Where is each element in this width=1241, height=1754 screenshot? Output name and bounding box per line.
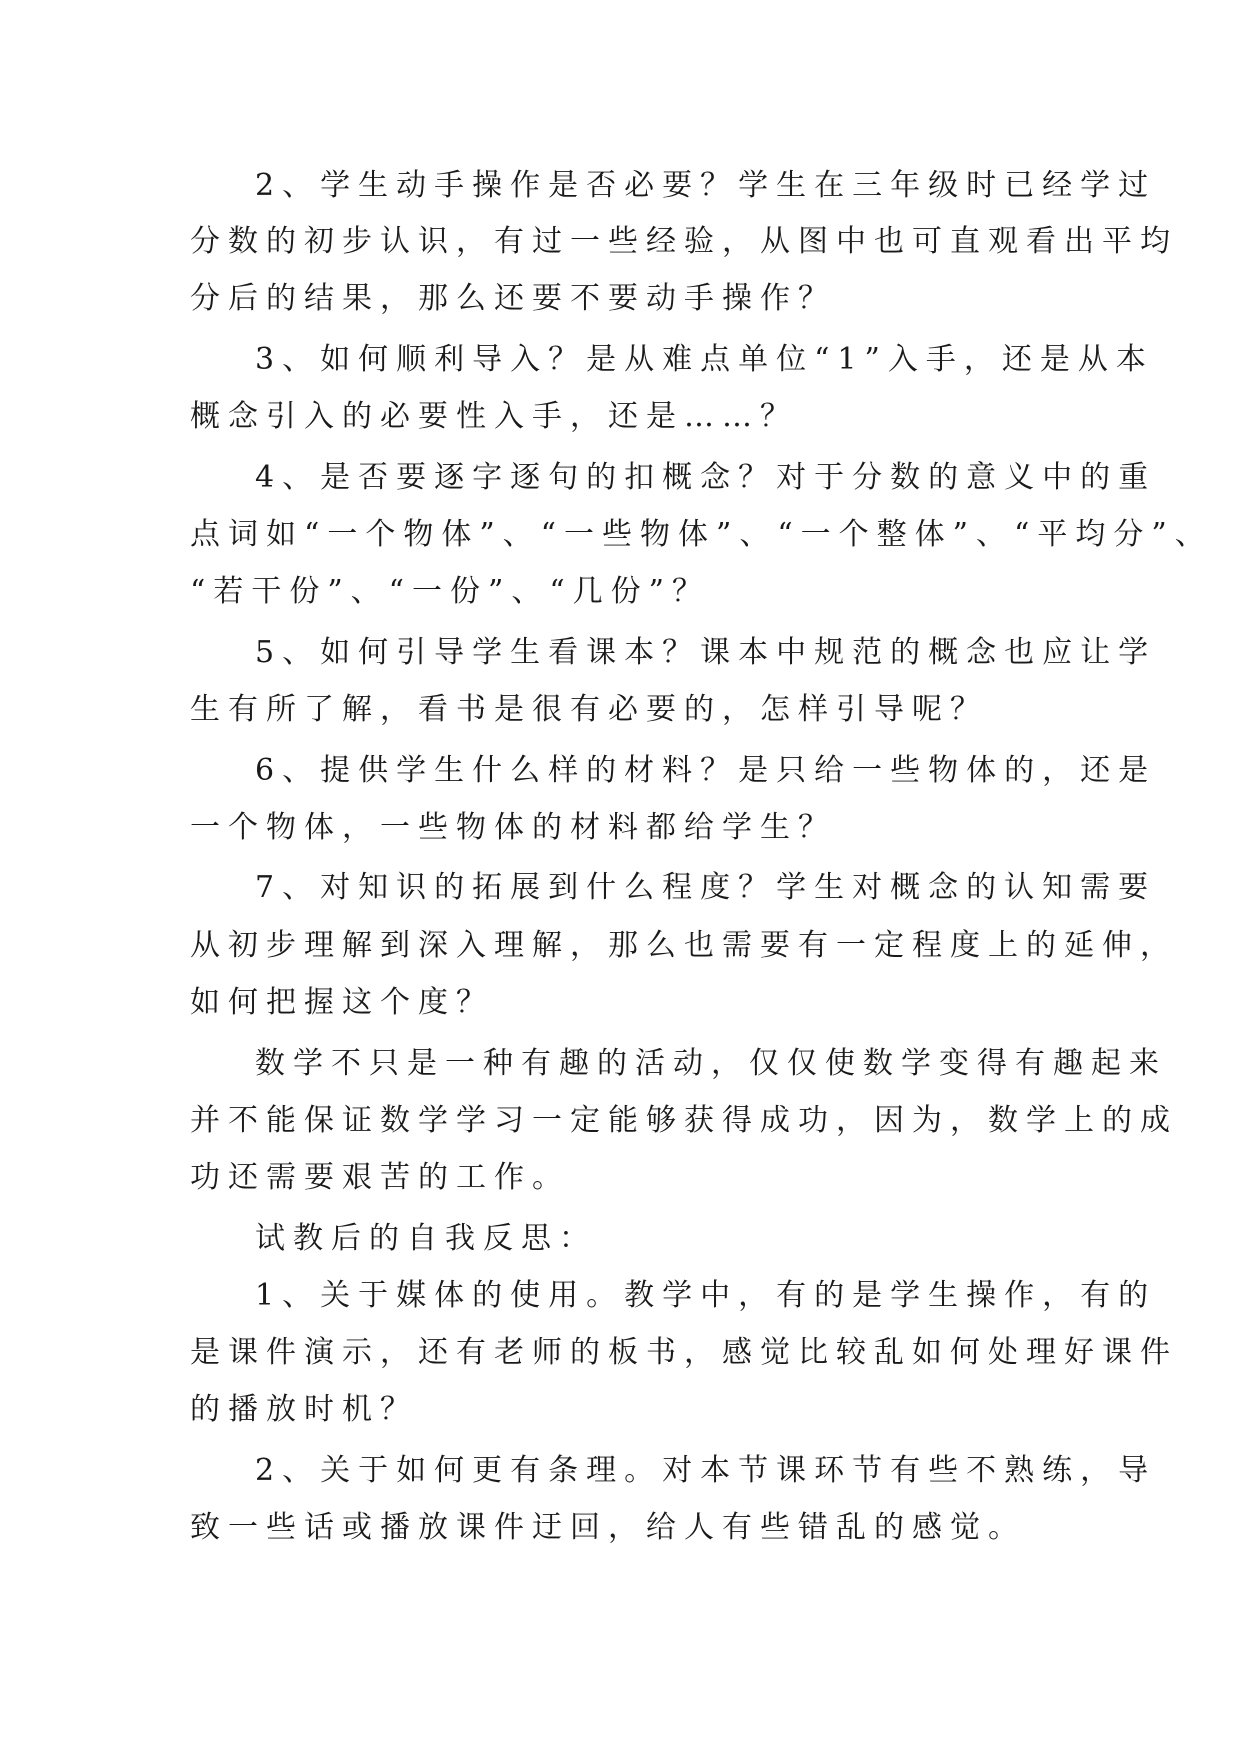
paragraph-line: 点词如“一个物体”、“一些物体”、“一个整体”、“平均分”、 — [190, 517, 1213, 552]
paragraph-line: 5、如何引导学生看课本？课本中规范的概念也应让学 — [255, 635, 1157, 670]
paragraph-line: 概念引入的必要性入手，还是……？ — [190, 399, 798, 434]
paragraph-line: 2、关于如何更有条理。对本节课环节有些不熟练，导 — [255, 1453, 1157, 1488]
paragraph-line: 的播放时机？ — [190, 1392, 418, 1427]
paragraph-line: 分数的初步认识，有过一些经验，从图中也可直观看出平均 — [190, 224, 1178, 259]
paragraph-line: 并不能保证数学学习一定能够获得成功，因为，数学上的成 — [190, 1103, 1178, 1138]
paragraph-line: 7、对知识的拓展到什么程度？学生对概念的认知需要 — [255, 870, 1157, 905]
paragraph-line: 3、如何顺利导入？是从难点单位“1”入手，还是从本 — [255, 342, 1154, 377]
paragraph-line: 1、关于媒体的使用。教学中，有的是学生操作，有的 — [255, 1278, 1157, 1313]
paragraph-line: 是课件演示，还有老师的板书，感觉比较乱如何处理好课件 — [190, 1335, 1178, 1370]
paragraph-line: 生有所了解，看书是很有必要的，怎样引导呢？ — [190, 692, 988, 727]
paragraph-line: 分后的结果，那么还要不要动手操作？ — [190, 281, 836, 316]
paragraph-line: 一个物体，一些物体的材料都给学生？ — [190, 810, 836, 845]
paragraph-line: 4、是否要逐字逐句的扣概念？对于分数的意义中的重 — [255, 460, 1157, 495]
paragraph-line: 2、学生动手操作是否必要？学生在三年级时已经学过 — [255, 168, 1157, 203]
paragraph-line: 从初步理解到深入理解，那么也需要有一定程度上的延伸， — [190, 928, 1178, 963]
paragraph-line: 功还需要艰苦的工作。 — [190, 1160, 570, 1195]
paragraph-line: 试教后的自我反思： — [255, 1221, 597, 1256]
paragraph-line: 数学不只是一种有趣的活动，仅仅使数学变得有趣起来 — [255, 1046, 1167, 1081]
paragraph-line: “若干份”、“一份”、“几份”？ — [190, 574, 711, 609]
paragraph-line: 致一些话或播放课件迂回，给人有些错乱的感觉。 — [190, 1510, 1026, 1545]
paragraph-line: 6、提供学生什么样的材料？是只给一些物体的，还是 — [255, 753, 1157, 788]
paragraph-line: 如何把握这个度？ — [190, 985, 494, 1020]
